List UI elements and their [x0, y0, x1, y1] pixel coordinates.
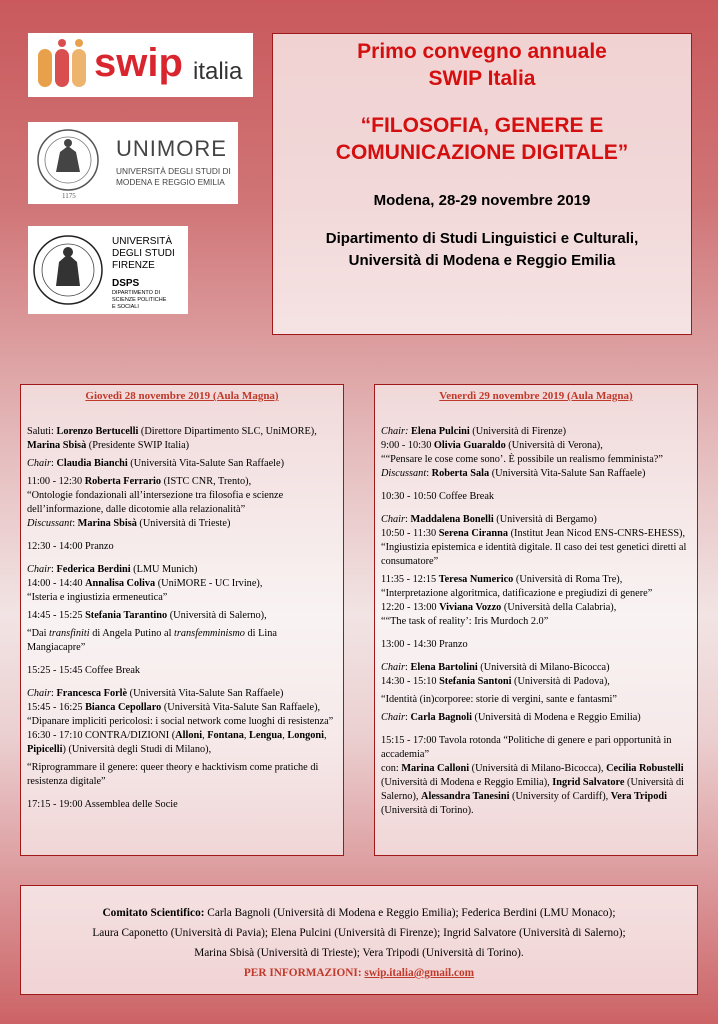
- list-item: con: Marina Calloni (Università di Milano-Bicocca), Cecilia Robustelli (Università di Modena e Reggio Emilia), Ingrid Salvatore (Università di Salerno), Alessandra Tanesini (University of Cardiff), Vera Tripodi (Università di Torino).: [381, 763, 684, 816]
- list-item: 11:35 - 12:15 Teresa Numerico (Università di Roma Tre), “Interpretazione algoritmica, datificazione e pregiudizi di genere”: [381, 574, 653, 599]
- unifi-dept3: E SOCIALI: [112, 304, 139, 310]
- list-item: 12:20 - 13:00 Viviana Vozzo (Università della Calabria), ““The task of reality’: Iris Murdoch 2.0”: [381, 602, 617, 627]
- list-item: 11:00 - 12:30 Roberta Ferrario (ISTC CNR, Trento), “Ontologie fondazionali all’intersezione tra filosofia e scienze dell’informazione, dalle dicotomie alla relazionalità”: [27, 476, 284, 515]
- list-item: Chair: Maddalena Bonelli (Università di Bergamo): [381, 514, 597, 525]
- unifi-line3: FIRENZE: [112, 260, 155, 271]
- list-item: Chair: Federica Berdini (LMU Munich): [27, 564, 198, 575]
- day2-program: [374, 384, 698, 856]
- info-label: PER INFORMAZIONI:: [243, 967, 362, 979]
- unifi-dept1: DIPARTIMENTO DI: [112, 290, 160, 296]
- unimore-sub2: MODENA E REGGIO EMILIA: [116, 177, 225, 187]
- unimore-sub1: UNIVERSITÀ DEGLI STUDI DI: [116, 166, 231, 176]
- list-item: 16:30 - 17:10 CONTRA/DIZIONI (Alloni, Fontana, Lengua, Longoni, Pipicelli) (Università degli Studi di Milano),: [27, 730, 327, 755]
- list-item: 15:45 - 16:25 Bianca Cepollaro (Università Vita-Salute San Raffaele), “Dipanare impliciti pericolosi: i social network come luoghi di resistenza”: [27, 702, 334, 727]
- event-date: Modena, 28-29 novembre 2019: [373, 192, 591, 209]
- swip-italia-logo: [28, 33, 253, 97]
- email-link[interactable]: swip.italia@gmail.com: [364, 967, 475, 979]
- event-theme-line2: COMUNICAZIONE DIGITALE”: [335, 141, 629, 164]
- list-item: 13:00 - 14:30 Pranzo: [381, 639, 468, 650]
- unifi-dsps: DSPS: [112, 278, 140, 289]
- committee-line3: Marina Sbisà (Università di Trieste); Vera Tripodi (Università di Torino).: [194, 947, 524, 959]
- list-item: Saluti: Lorenzo Bertucelli (Direttore Dipartimento SLC, UniMORE), Marina Sbisà (Presidente SWIP Italia): [27, 426, 317, 451]
- list-item: 14:45 - 15:25 Stefania Tarantino (Università di Salerno),: [27, 610, 267, 621]
- list-item: 14:30 - 15:10 Stefania Santoni (Università di Padova),: [381, 676, 610, 687]
- scientific-committee-box: [20, 885, 698, 995]
- swip-logo-text: swip: [94, 41, 183, 85]
- unifi-seal-icon: [28, 226, 108, 314]
- list-item: Discussant: Roberta Sala (Università Vita-Salute San Raffaele): [381, 468, 646, 479]
- committee-line1: Comitato Scientifico: Carla Bagnoli (Università di Modena e Reggio Emilia); Federica Berdini (LMU Monaco);: [102, 907, 616, 919]
- unimore-year: 1175: [62, 192, 76, 200]
- list-item: Chair: Elena Pulcini (Università di Firenze): [381, 426, 567, 437]
- swip-logo-suffix: italia: [193, 58, 243, 85]
- day1-title: Giovedì 28 novembre 2019 (Aula Magna): [85, 390, 279, 402]
- list-item: Chair: Carla Bagnoli (Università di Modena e Reggio Emilia): [381, 712, 641, 723]
- day1-program: [20, 384, 344, 856]
- title-box: [272, 33, 692, 335]
- committee-line2: Laura Caponetto (Università di Pavia); Elena Pulcini (Università di Firenze); Ingrid Salvatore (Università di Salerno);: [92, 927, 626, 939]
- list-item: “Riprogrammare il genere: queer theory e hacktivism come pratiche di resistenza digitale”: [27, 762, 319, 787]
- list-item: 10:30 - 10:50 Coffee Break: [381, 491, 495, 502]
- unifi-line1: UNIVERSITÀ: [112, 236, 173, 247]
- list-item: Discussant: Marina Sbisà (Università di Trieste): [27, 518, 231, 529]
- contact-info: [21, 963, 697, 983]
- list-item: Chair: Elena Bartolini (Università di Milano-Bicocca): [381, 662, 610, 673]
- event-venue-line1: Dipartimento di Studi Linguistici e Culturali,: [325, 230, 639, 247]
- unifi-dsps-logo: [28, 226, 188, 314]
- event-title-line1: Primo convegno annuale: [357, 40, 607, 63]
- unimore-logo: [28, 122, 238, 204]
- list-item: Chair: Claudia Bianchi (Università Vita-Salute San Raffaele): [27, 458, 284, 469]
- list-item: 15:25 - 15:45 Coffee Break: [27, 665, 141, 676]
- list-item: 9:00 - 10:30 Olivia Guaraldo (Università di Verona), ““Pensare le cose come sono’. È possibile un realismo femminista?”: [381, 440, 663, 465]
- list-item: 10:50 - 11:30 Serena Ciranna (Institut Jean Nicod ENS-CNRS-EHESS), “Ingiustizia epistemica e identità digitale. Il caso dei test genetici diretti al consumatore”: [381, 528, 687, 567]
- event-venue-line2: Università di Modena e Reggio Emilia: [348, 252, 616, 269]
- unifi-dept2: SCIENZE POLITICHE: [112, 297, 167, 303]
- list-item: 14:00 - 14:40 Annalisa Coliva (UniMORE - UC Irvine), “Isteria e ingiustizia ermeneutica”: [27, 578, 263, 603]
- unimore-name: UNIMORE: [116, 136, 227, 161]
- list-item: Chair: Francesca Forlè (Università Vita-Salute San Raffaele): [27, 688, 284, 699]
- list-item: “Identità (in)corporee: storie di vergini, sante e fantasmi”: [381, 694, 617, 705]
- day2-title: Venerdì 29 novembre 2019 (Aula Magna): [439, 390, 633, 402]
- event-theme-line1: “FILOSOFIA, GENERE E: [360, 114, 604, 137]
- list-item: 15:15 - 17:00 Tavola rotonda “Politiche di genere e pari opportunità in accademia”: [381, 735, 672, 760]
- event-title-line2: SWIP Italia: [428, 67, 536, 90]
- list-item: “Dai transfiniti di Angela Putino al transfemminismo di Lina Mangiacapre”: [27, 628, 277, 653]
- list-item: 12:30 - 14:00 Pranzo: [27, 541, 114, 552]
- unifi-line2: DEGLI STUDI: [112, 248, 175, 259]
- list-item: 17:15 - 19:00 Assemblea delle Socie: [27, 799, 178, 810]
